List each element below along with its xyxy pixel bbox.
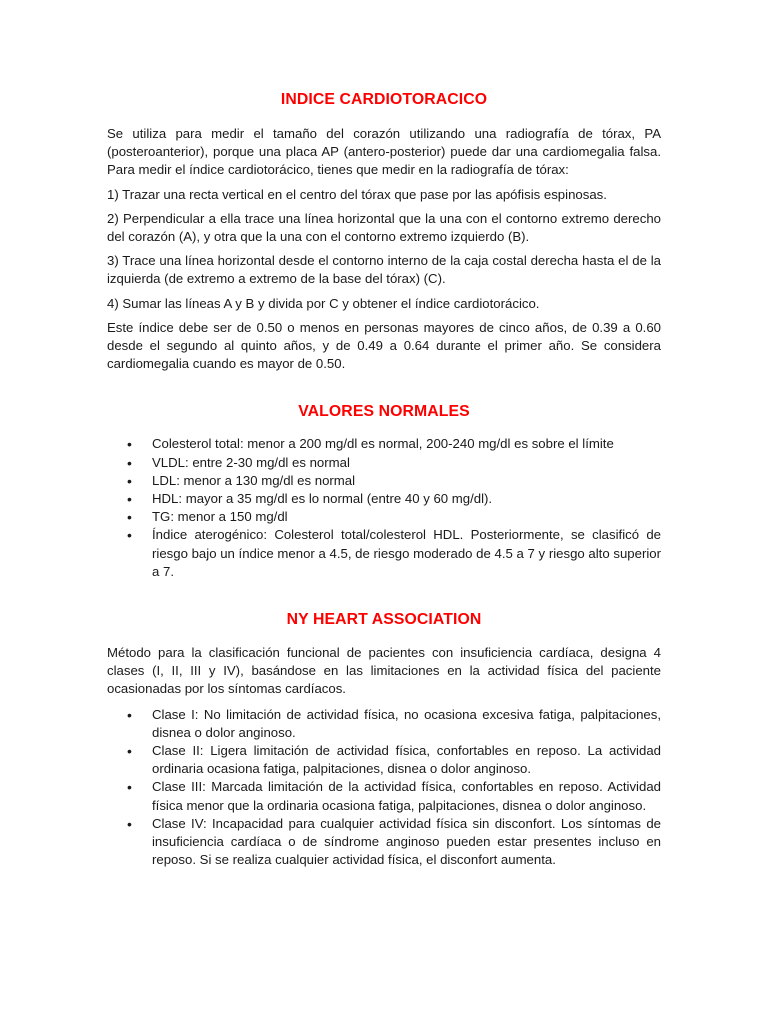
indice-step-1: 1) Trazar una recta vertical en el centro del tórax que pase por las apófisis espinosas. bbox=[107, 186, 607, 202]
indice-step-3: 3) Trace una línea horizontal desde el contorno interno de la caja costal derecha hasta el de la izquierda (de extremo a extremo de la base del tórax) (C). bbox=[107, 253, 661, 287]
list-item: • TG: menor a 150 mg/dl bbox=[107, 508, 661, 526]
indice-step-2: 2) Perpendicular a ella trace una línea horizontal que la una con el contorno extremo derecho del corazón (A), y otra que la una con el contorno extremo izquierdo (B). bbox=[107, 210, 661, 245]
nyha-classes-list bbox=[107, 706, 661, 870]
valores-normales-list bbox=[107, 435, 661, 581]
list-item: • HDL: mayor a 35 mg/dl es lo normal (entre 40 y 60 mg/dl). bbox=[107, 490, 661, 508]
indice-step-4: 4) Sumar las líneas A y B y divida por C y obtener el índice cardiotorácico. bbox=[107, 295, 540, 311]
section-title-ny-heart-association: NY HEART ASSOCIATION bbox=[286, 611, 482, 629]
document-page bbox=[107, 90, 661, 870]
indice-conclusion-paragraph: Este índice debe ser de 0.50 o menos en personas mayores de cinco años, de 0.39 a 0.60 desde el segundo al quinto años, y de 0.49 a 0.64 durante el primer año. Se considera cardiomegalia cuando es mayor de 0.50. bbox=[107, 319, 661, 372]
list-item: • Clase II: Ligera limitación de actividad física, confortables en reposo. La actividad ordinaria ocasiona fatiga, palpitaciones, disnea o dolor anginoso. bbox=[107, 742, 661, 778]
section-title-valores-normales: VALORES NORMALES bbox=[298, 403, 470, 421]
list-item: • VLDL: entre 2-30 mg/dl es normal bbox=[107, 454, 661, 472]
list-item: • Clase III: Marcada limitación de la actividad física, confortables en reposo. Actividad física menor que la ordinaria ocasiona fatiga, palpitaciones, disnea o dolor anginoso. bbox=[107, 778, 661, 814]
list-item: • Clase IV: Incapacidad para cualquier actividad física sin disconfort. Los síntomas de insuficiencia cardíaca o de síndrome anginoso pueden estar presentes incluso en reposo. Si se realiza cualquier actividad física, el disconfort aumenta. bbox=[107, 815, 661, 870]
list-item: • Índice aterogénico: Colesterol total/colesterol HDL. Posteriormente, se clasificó de riesgo bajo un índice menor a 4.5, de riesgo moderado de 4.5 a 7 y riesgo alto superior a 7. bbox=[107, 526, 661, 581]
nyha-intro-paragraph: Método para la clasificación funcional de pacientes con insuficiencia cardíaca, designa 4 clases (I, II, III y IV), basándose en las limitaciones en la actividad física del paciente ocasionadas por los síntomas cardíacos. bbox=[107, 645, 661, 697]
section-title-indice-cardiotoracico: INDICE CARDIOTORACICO bbox=[280, 91, 488, 108]
indice-intro-paragraph: Se utiliza para medir el tamaño del corazón utilizando una radiografía de tórax, PA (posteroanterior), porque una placa AP (antero-posterior) puede dar una cardiomegalia falsa. Para medir el índice cardiotorácico, tienes que medir en la radiografía de tórax: bbox=[107, 126, 661, 178]
list-item: • Clase I: No limitación de actividad física, no ocasiona excesiva fatiga, palpitaciones, disnea o dolor anginoso. bbox=[107, 706, 661, 742]
list-item: • Colesterol total: menor a 200 mg/dl es normal, 200-240 mg/dl es sobre el límite bbox=[107, 435, 661, 453]
list-item: • LDL: menor a 130 mg/dl es normal bbox=[107, 472, 661, 490]
